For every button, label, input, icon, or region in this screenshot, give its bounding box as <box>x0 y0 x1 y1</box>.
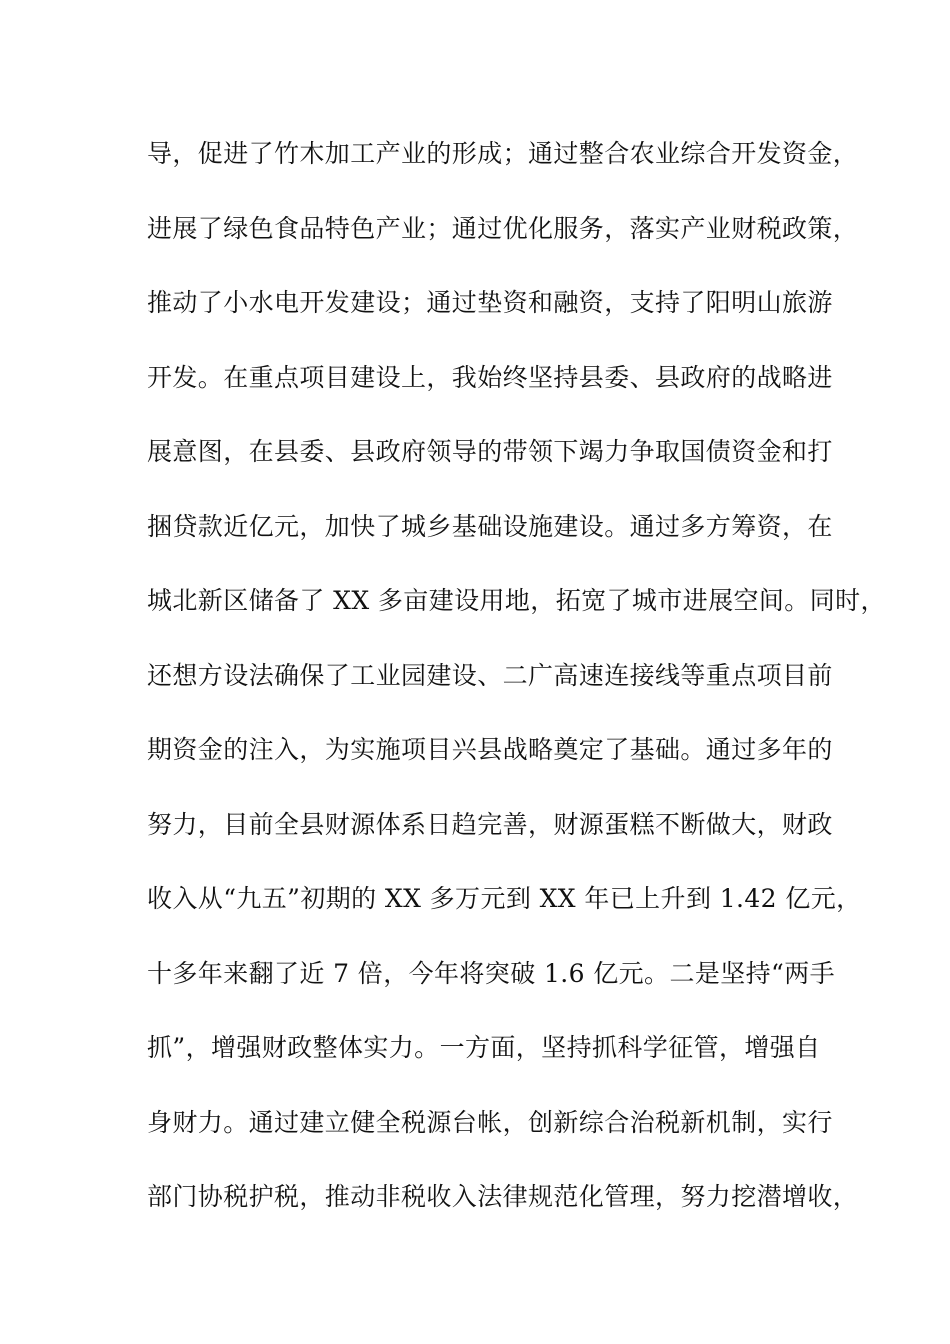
text-line: 部门协税护税，推动非税收入法律规范化管理，努力挖潜增收， <box>147 1182 859 1211</box>
text-line: 身财力。通过建立健全税源台帐，创新综合治税新机制，实行 <box>147 1107 833 1137</box>
text-line: 进展了绿色食品特色产业；通过优化服务，落实产业财税政策， <box>147 213 859 243</box>
text-line: 收入从“九五”初期的 XX 多万元到 XX 年已上升到 1.42 亿元， <box>147 884 862 913</box>
text-line: 展意图，在县委、县政府领导的带领下竭力争取国债资金和打 <box>147 437 833 466</box>
text-line: 推动了小水电开发建设；通过垫资和融资，支持了阳明山旅游 <box>147 288 833 317</box>
text-line: 还想方设法确保了工业园建设、二广高速连接线等重点项目前 <box>147 660 833 690</box>
text-line: 捆贷款近亿元，加快了城乡基础设施建设。通过多方筹资，在 <box>147 511 833 541</box>
text-line: 期资金的注入，为实施项目兴县战略奠定了基础。通过多年的 <box>147 735 833 764</box>
text-line: 开发。在重点项目建设上，我始终坚持县委、县政府的战略进 <box>147 362 833 392</box>
text-line: 导，促进了竹木加工产业的形成；通过整合农业综合开发资金， <box>147 139 859 168</box>
text-line: 努力，目前全县财源体系日趋完善，财源蛋糕不断做大，财政 <box>147 809 833 839</box>
text-line: 抓”，增强财政整体实力。一方面，坚持抓科学征管，增强自 <box>147 1033 821 1062</box>
text-line: 城北新区储备了 XX 多亩建设用地，拓宽了城市进展空间。同时， <box>147 586 886 615</box>
body-paragraph <box>147 132 886 1250</box>
text-line: 十多年来翻了近 7 倍，今年将突破 1.6 亿元。二是坚持“两手 <box>147 958 836 988</box>
